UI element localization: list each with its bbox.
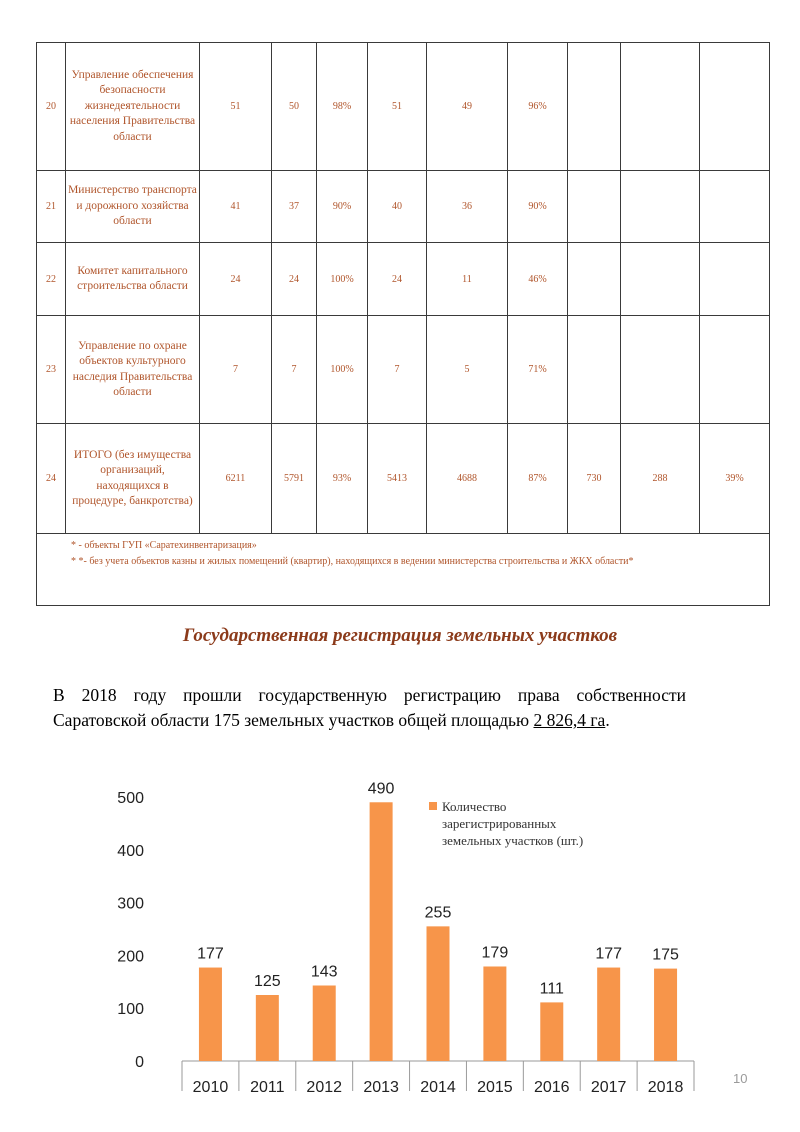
table-cell: [568, 316, 621, 424]
legend-label: зарегистрированных: [442, 816, 557, 831]
table-cell: [700, 43, 770, 171]
row-number: 21: [37, 171, 66, 243]
footnote-cell: [37, 534, 770, 606]
table-cell: 5413: [368, 424, 427, 534]
table-cell: 7: [368, 316, 427, 424]
legend-swatch: [429, 802, 437, 810]
table-cell: 90%: [508, 171, 568, 243]
table-cell: 90%: [317, 171, 368, 243]
bar: [654, 969, 677, 1061]
bar: [256, 995, 279, 1061]
legend-label: земельных участков (шт.): [442, 833, 584, 848]
bar: [540, 1002, 563, 1061]
table-cell: 49: [427, 43, 508, 171]
row-name: Комитет капитального строительства области: [66, 243, 200, 316]
table-cell: 5: [427, 316, 508, 424]
table-row: [37, 243, 770, 316]
x-tick-label: 2017: [590, 1079, 627, 1096]
table-cell: 39%: [700, 424, 770, 534]
data-label: 179: [481, 944, 509, 962]
x-tick-label: 2018: [647, 1079, 684, 1096]
paragraph-end: .: [605, 710, 610, 730]
table-cell: [568, 171, 621, 243]
table-cell: 730: [568, 424, 621, 534]
table-cell: 50: [272, 43, 317, 171]
footnote-row: [37, 534, 770, 606]
y-tick-label: 500: [117, 790, 144, 807]
data-label: 143: [310, 963, 338, 981]
table-cell: 24: [368, 243, 427, 316]
row-name: Управление по охране объектов культурного наследия Правительства области: [66, 316, 200, 424]
data-label: 111: [539, 980, 564, 998]
table-cell: 96%: [508, 43, 568, 171]
body-paragraph: [53, 683, 686, 733]
page-number: 10: [733, 1071, 748, 1086]
y-tick-label: 0: [135, 1054, 144, 1071]
table-cell: 11: [427, 243, 508, 316]
table-cell: [621, 171, 700, 243]
table-cell: 51: [200, 43, 272, 171]
table-cell: 7: [200, 316, 272, 424]
table-cell: 7: [272, 316, 317, 424]
section-title: Государственная регистрация земельных участков: [182, 625, 618, 646]
table-row: [37, 171, 770, 243]
x-tick-label: 2014: [420, 1079, 456, 1096]
table-cell: 51: [368, 43, 427, 171]
table-cell: 36: [427, 171, 508, 243]
footnote-1: * - объекты ГУП «Саратехинвентаризация»: [71, 540, 257, 551]
statistics-table: [36, 42, 770, 606]
row-name: Министерство транспорта и дорожного хозяйства области: [66, 171, 200, 243]
row-number: 23: [37, 316, 66, 424]
land-registration-bar-chart: [98, 768, 712, 1108]
bar: [427, 926, 450, 1061]
data-label: 490: [367, 780, 395, 798]
x-tick-label: 2012: [306, 1079, 343, 1096]
x-tick-label: 2016: [533, 1079, 570, 1096]
footnote-2: * *- без учета объектов казны и жилых помещений (квартир), находящихся в ведении министерства строительства и ЖКХ области*: [71, 556, 634, 567]
table-cell: 24: [200, 243, 272, 316]
bar: [483, 966, 506, 1061]
table-cell: 46%: [508, 243, 568, 316]
y-tick-label: 400: [117, 842, 144, 860]
table-cell: [568, 243, 621, 316]
table-cell: 4688: [427, 424, 508, 534]
legend-label: Количество: [442, 799, 507, 814]
data-label: 255: [424, 904, 452, 922]
table-cell: 40: [368, 171, 427, 243]
data-label: 177: [595, 945, 623, 963]
x-tick-label: 2011: [250, 1079, 285, 1096]
bar: [597, 968, 620, 1061]
row-name: Управление обеспечения безопасности жизнедеятельности населения Правительства области: [66, 43, 200, 171]
table-cell: [621, 243, 700, 316]
row-number: 20: [37, 43, 66, 171]
y-tick-label: 100: [117, 1001, 144, 1019]
table-cell: 41: [200, 171, 272, 243]
table-cell: [568, 43, 621, 171]
row-number: 22: [37, 243, 66, 316]
table-cell: 71%: [508, 316, 568, 424]
data-label: 177: [197, 945, 224, 963]
bar: [199, 968, 222, 1061]
y-tick-label: 300: [117, 895, 144, 913]
table-cell: [700, 316, 770, 424]
table-cell: 5791: [272, 424, 317, 534]
x-tick-label: 2015: [477, 1079, 513, 1096]
table-cell: [700, 171, 770, 243]
table-cell: 93%: [317, 424, 368, 534]
table-cell: 37: [272, 171, 317, 243]
paragraph-text: В 2018 году прошли государственную регистрацию права собственности Саратовской области 175 земельных участков общей площадью: [53, 685, 686, 730]
table-cell: 98%: [317, 43, 368, 171]
area-value: 2 826,4 га: [533, 710, 606, 730]
table-cell: 100%: [317, 243, 368, 316]
x-tick-label: 2010: [192, 1079, 229, 1096]
table-cell: [621, 316, 700, 424]
data-label: 175: [652, 946, 679, 964]
table-row: [37, 424, 770, 534]
table-cell: 87%: [508, 424, 568, 534]
bar: [313, 985, 336, 1061]
table-cell: 288: [621, 424, 700, 534]
table-row: [37, 316, 770, 424]
table-cell: [621, 43, 700, 171]
table-cell: 100%: [317, 316, 368, 424]
bar: [370, 802, 393, 1061]
row-name: ИТОГО (без имущества организаций, находящихся в процедуре, банкротства): [66, 424, 200, 534]
table-cell: 24: [272, 243, 317, 316]
table-cell: 6211: [200, 424, 272, 534]
y-tick-label: 200: [117, 948, 144, 966]
table-row: [37, 43, 770, 171]
data-label: 125: [253, 973, 281, 990]
row-number: 24: [37, 424, 66, 534]
table-cell: [700, 243, 770, 316]
x-tick-label: 2013: [363, 1079, 399, 1096]
